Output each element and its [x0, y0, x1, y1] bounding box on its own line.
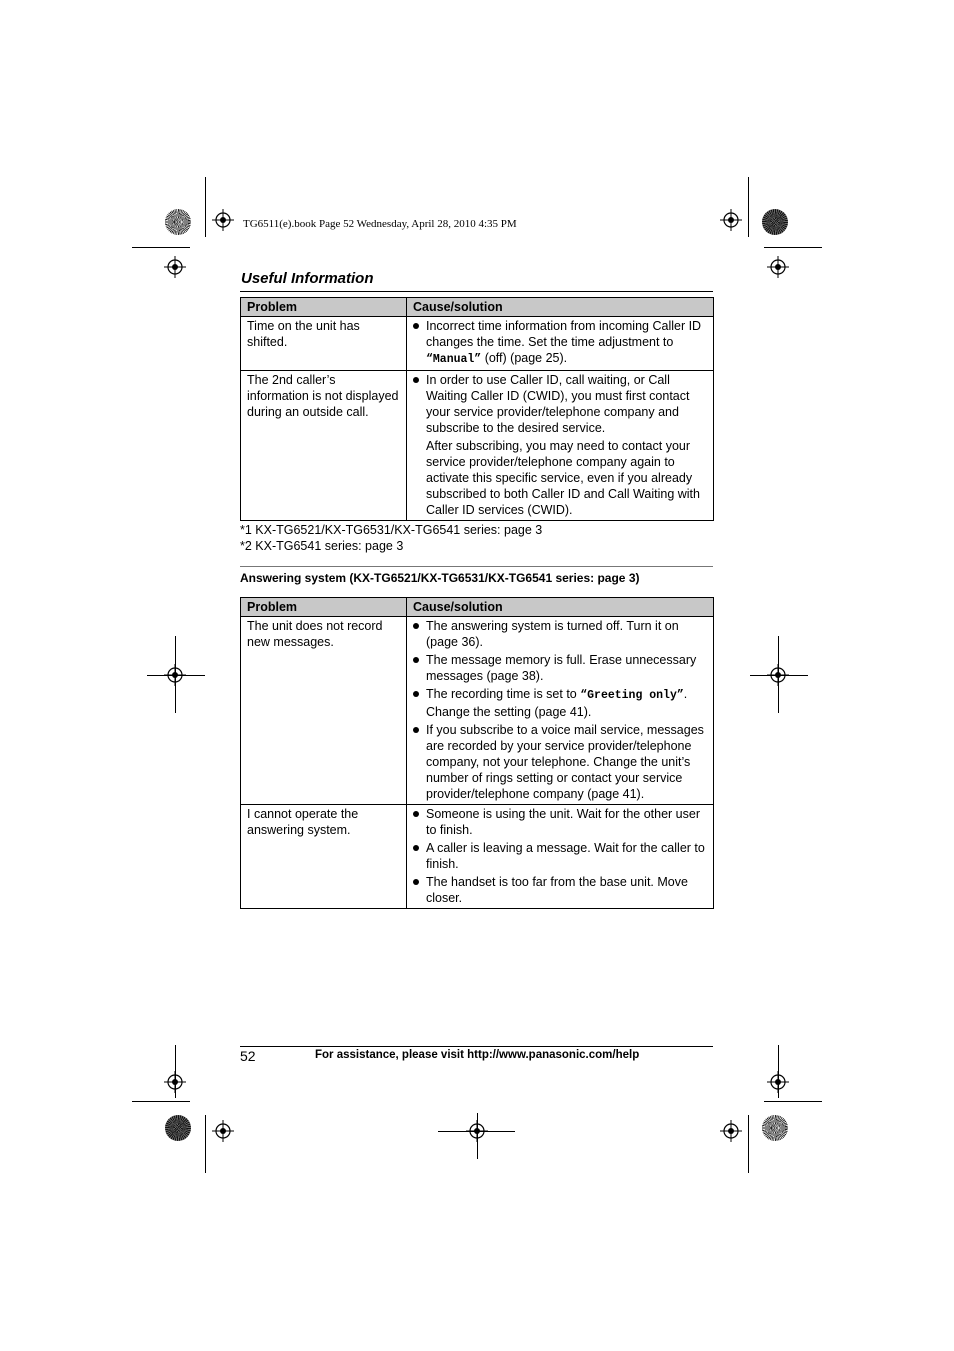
- registration-mark-icon: [212, 209, 234, 231]
- solution-cell: [407, 317, 714, 371]
- assistance-text: For assistance, please visit http://www.panasonic.com/help: [315, 1049, 640, 1061]
- crop-mark: [748, 177, 749, 237]
- table-header-row: [241, 598, 714, 617]
- column-header-problem: Problem: [241, 598, 407, 617]
- bullet-item: A caller is leaving a message. Wait for the caller to finish.: [412, 840, 707, 872]
- registration-mark-icon: [720, 209, 742, 231]
- table-row: [241, 371, 714, 521]
- bullet-icon: [413, 727, 419, 733]
- column-header-problem: Problem: [241, 298, 407, 317]
- footnotes: [240, 522, 542, 554]
- answering-system-table: [240, 597, 714, 909]
- bullet-item: The answering system is turned off. Turn it on (page 36).: [412, 618, 707, 650]
- registration-mark-icon: [767, 256, 789, 278]
- problem-cell: Time on the unit has shifted.: [241, 317, 407, 371]
- crop-mark: [175, 1045, 176, 1098]
- crop-mark: [764, 1101, 822, 1102]
- bullet-icon: [413, 377, 419, 383]
- calibration-disc: [762, 1115, 788, 1141]
- answering-system-heading: Answering system (KX-TG6521/KX-TG6531/KX-TG6541 series: page 3): [240, 571, 640, 585]
- bullet-icon: [413, 691, 419, 697]
- table-header-row: [241, 298, 714, 317]
- table-row: [241, 317, 714, 371]
- problem-cell: The 2nd caller’s information is not displayed during an outside call.: [241, 371, 407, 521]
- bullet-icon: [413, 623, 419, 629]
- crop-mark: [764, 247, 822, 248]
- book-header: TG6511(e).book Page 52 Wednesday, April 28, 2010 4:35 PM: [243, 218, 517, 230]
- bullet-item: The recording time is set to “Greeting only”. Change the setting (page 41).: [412, 686, 707, 720]
- column-header-cause-solution: Cause/solution: [407, 298, 714, 317]
- crop-mark: [147, 675, 205, 676]
- bullet-item: If you subscribe to a voice mail service, messages are recorded by your service provider/telephone company, not your telephone. Change the unit’s number of rings setting or contact your service provider/telephone company (page 41).: [412, 722, 707, 802]
- crop-mark: [750, 675, 808, 676]
- registration-mark-icon: [212, 1120, 234, 1142]
- bullet-item: In order to use Caller ID, call waiting, or Call Waiting Caller ID (CWID), you must first contact your service provider/telephone company and subscribe to the desired service.: [412, 372, 707, 436]
- section-title: Useful Information: [241, 270, 374, 287]
- table-row: [241, 805, 714, 909]
- footer-rule: [240, 1046, 713, 1047]
- calibration-disc: [762, 209, 788, 235]
- problem-cell: The unit does not record new messages.: [241, 617, 407, 805]
- bullet-icon: [413, 657, 419, 663]
- bullet-icon: [413, 323, 419, 329]
- calibration-disc: [165, 209, 191, 235]
- section-rule: [240, 291, 713, 292]
- registration-mark-icon: [164, 256, 186, 278]
- solution-cell: [407, 617, 714, 805]
- bullet-item: Someone is using the unit. Wait for the other user to finish.: [412, 806, 707, 838]
- solution-paragraph: After subscribing, you may need to contact your service provider/telephone company again to activate this specific service, even if you already subscribed to both Caller ID and Call Waiting with Caller ID services (CWID).: [426, 439, 700, 517]
- crop-mark: [132, 247, 190, 248]
- crop-mark: [132, 1101, 190, 1102]
- crop-mark: [205, 177, 206, 237]
- bullet-icon: [413, 811, 419, 817]
- problem-cell: I cannot operate the answering system.: [241, 805, 407, 909]
- divider: [240, 566, 713, 567]
- footnote: *1 KX-TG6521/KX-TG6531/KX-TG6541 series: page 3: [240, 523, 543, 537]
- crop-mark: [748, 1115, 749, 1173]
- table-row: [241, 617, 714, 805]
- crop-mark: [477, 1113, 478, 1159]
- crop-mark: [205, 1115, 206, 1173]
- bullet-item: The message memory is full. Erase unnecessary messages (page 38).: [412, 652, 707, 684]
- footnote: *2 KX-TG6541 series: page 3: [240, 539, 404, 553]
- bullet-item: The handset is too far from the base unit. Move closer.: [412, 874, 707, 906]
- bullet-icon: [413, 879, 419, 885]
- page-number: 52: [240, 1048, 256, 1064]
- solution-cell: [407, 371, 714, 521]
- column-header-cause-solution: Cause/solution: [407, 598, 714, 617]
- calibration-disc: [165, 1115, 191, 1141]
- solution-cell: [407, 805, 714, 909]
- registration-mark-icon: [720, 1120, 742, 1142]
- troubleshooting-table: [240, 297, 714, 521]
- bullet-icon: [413, 845, 419, 851]
- crop-mark: [778, 1045, 779, 1098]
- bullet-item: Incorrect time information from incoming Caller ID changes the time. Set the time adjustment to “Manual” (off) (page 25).: [412, 318, 707, 368]
